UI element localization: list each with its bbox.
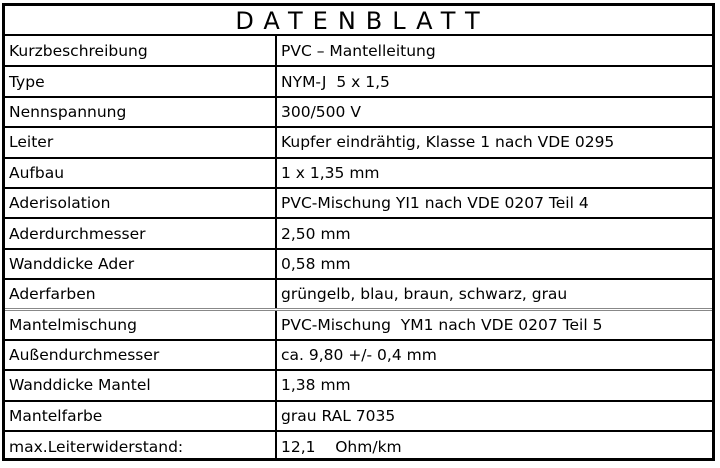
table-row	[5, 218, 712, 248]
row-label: Außendurchmesser	[5, 340, 276, 370]
row-label: Aderisolation	[5, 188, 276, 218]
row-value: 1 x 1,35 mm	[276, 158, 712, 188]
row-label: Mantelfarbe	[5, 401, 276, 431]
row-label: Wanddicke Ader	[5, 249, 276, 279]
table-row	[5, 401, 712, 431]
table-row	[5, 310, 712, 340]
row-label: Aderdurchmesser	[5, 218, 276, 248]
row-value: PVC-Mischung YM1 nach VDE 0207 Teil 5	[276, 310, 712, 340]
row-label: max.Leiterwiderstand:	[5, 431, 276, 461]
row-value: PVC – Mantelleitung	[276, 36, 712, 66]
table-row	[5, 431, 712, 461]
table-row	[5, 188, 712, 218]
row-value: grau RAL 7035	[276, 401, 712, 431]
row-label: Aufbau	[5, 158, 276, 188]
row-label: Type	[5, 66, 276, 96]
row-value: grüngelb, blau, braun, schwarz, grau	[276, 279, 712, 309]
table-row	[5, 370, 712, 400]
row-label: Mantelmischung	[5, 310, 276, 340]
row-label: Nennspannung	[5, 97, 276, 127]
table-row	[5, 158, 712, 188]
table-row	[5, 279, 712, 309]
row-label: Leiter	[5, 127, 276, 157]
row-value: PVC-Mischung YI1 nach VDE 0207 Teil 4	[276, 188, 712, 218]
table-row	[5, 36, 712, 66]
table-row	[5, 66, 712, 96]
table-row	[5, 127, 712, 157]
row-value: 0,58 mm	[276, 249, 712, 279]
row-value: 1,38 mm	[276, 370, 712, 400]
row-label: Kurzbeschreibung	[5, 36, 276, 66]
row-label: Aderfarben	[5, 279, 276, 309]
row-value: 2,50 mm	[276, 218, 712, 248]
table-row	[5, 340, 712, 370]
table-row	[5, 97, 712, 127]
datasheet-table	[5, 36, 712, 461]
row-value: NYM-J 5 x 1,5	[276, 66, 712, 96]
row-value: ca. 9,80 +/- 0,4 mm	[276, 340, 712, 370]
row-value: Kupfer eindrähtig, Klasse 1 nach VDE 0295	[276, 127, 712, 157]
row-value: 12,1 Ohm/km	[281, 437, 402, 456]
row-label: Wanddicke Mantel	[5, 370, 276, 400]
datasheet	[2, 3, 715, 461]
row-value: 300/500 V	[276, 97, 712, 127]
table-row	[5, 249, 712, 279]
datasheet-title: DATENBLATT	[5, 6, 712, 36]
